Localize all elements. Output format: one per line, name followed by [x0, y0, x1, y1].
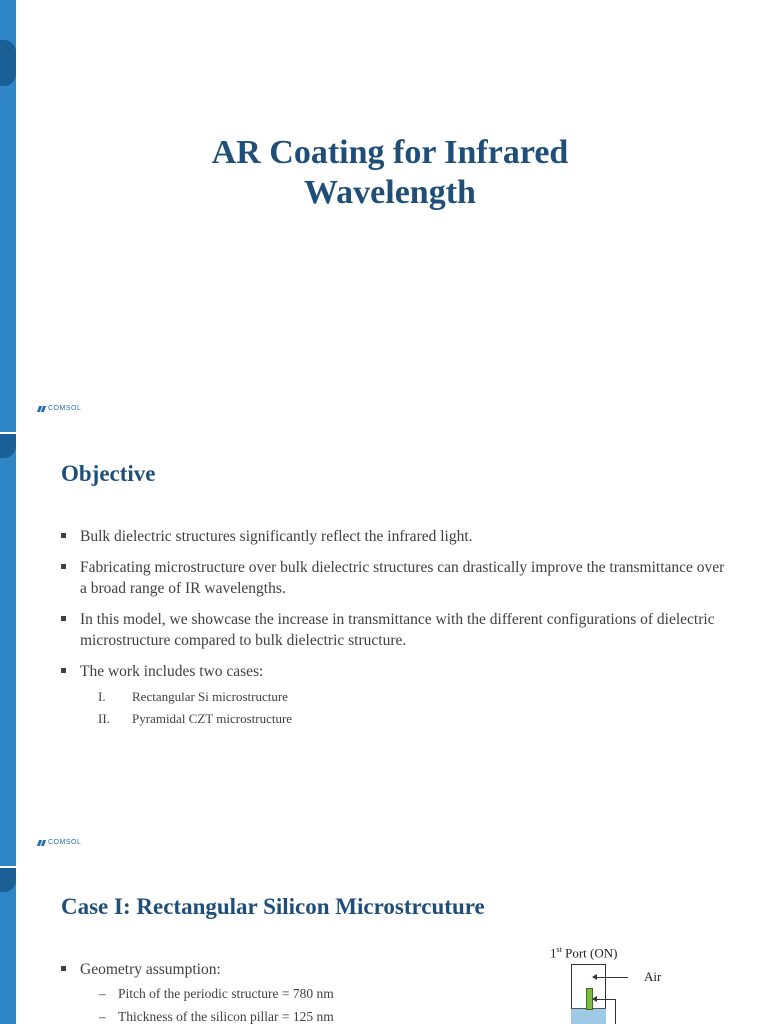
case-number: II. — [98, 711, 110, 726]
comsol-logo-text: COMSOL — [48, 405, 82, 412]
pillar-pointer-line — [596, 999, 616, 1000]
bullet-text: The work includes two cases: — [80, 663, 264, 680]
slide-title — [0, 0, 768, 432]
comsol-logo-text: COMSOL — [48, 839, 82, 846]
pillar-pointer-vertical — [615, 999, 616, 1024]
bullet-item — [61, 959, 501, 1024]
air-pointer-line — [596, 977, 628, 978]
bullet-item — [61, 661, 731, 730]
comsol-logo-icon — [38, 406, 46, 412]
air-pointer-arrow-icon — [592, 974, 597, 980]
sub-bullet-item: – Pitch of the periodic structure = 780 nm — [80, 982, 501, 1005]
title-line-1: AR Coating for Infrared — [211, 134, 569, 171]
accent-notch — [0, 40, 16, 86]
comsol-logo — [38, 405, 81, 412]
case-item — [80, 686, 731, 708]
section-heading: Objective — [61, 461, 156, 486]
bullet-text: Geometry assumption: — [80, 961, 221, 978]
comsol-logo — [38, 839, 81, 846]
presentation-title — [100, 133, 680, 213]
slide-case-1 — [0, 868, 768, 1024]
case-label: Rectangular Si microstructure — [132, 689, 288, 704]
title-line-2: Wavelength — [304, 174, 476, 211]
slide-objective — [0, 434, 768, 866]
air-label: Air — [644, 969, 662, 984]
bullet-item: Fabricating microstructure over bulk dielectric structures can drastically improve the transmittance over a broad range of IR wavelengths. — [61, 557, 731, 599]
pillar-pointer-arrow-icon — [592, 996, 597, 1002]
silicon-substrate — [571, 1008, 606, 1024]
comsol-logo-icon — [38, 840, 46, 846]
cases-list — [80, 686, 731, 730]
port-label: 1st Port (ON) — [550, 945, 618, 961]
geometry-sub-list — [80, 982, 501, 1024]
geometry-bullet-list — [61, 959, 501, 1024]
bullet-item: Bulk dielectric structures significantly reflect the infrared light. — [61, 526, 731, 547]
accent-bar — [0, 434, 16, 866]
bullet-item: In this model, we showcase the increase in transmittance with the different configurations of dielectric microstructure compared to bulk dielectric structure. — [61, 609, 731, 651]
objective-bullet-list — [61, 526, 731, 740]
sub-bullet-item: – Thickness of the silicon pillar = 125 nm — [80, 1005, 501, 1024]
unit-cell-diagram — [540, 942, 680, 1024]
case-number: I. — [98, 689, 106, 704]
case-item — [80, 708, 731, 730]
case-label: Pyramidal CZT microstructure — [132, 711, 293, 726]
section-heading: Case I: Rectangular Silicon Microstrcuture — [61, 894, 485, 919]
